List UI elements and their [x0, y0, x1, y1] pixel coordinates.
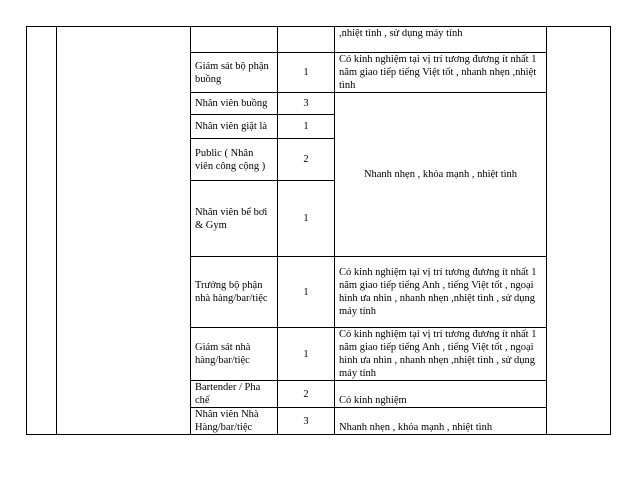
quantity-cell: 3 — [278, 408, 335, 435]
department-column — [57, 27, 191, 435]
position-cell: Nhân viên bể bơi & Gym — [191, 181, 278, 257]
quantity-cell: 1 — [278, 257, 335, 328]
requirement-cell: Có kinh nghiệm tại vị trí tương đương ít nhất 1 năm giao tiếp tiếng Anh , tiếng Việt tốt , ngoại hình ưa nhìn , nhanh nhẹn ,nhiệt tình , sử dụng máy tính — [335, 328, 547, 381]
requirement-cell: ,nhiệt tình , sử dụng máy tính — [335, 27, 547, 53]
position-cell: Trưởng bộ phận nhà hàng/bar/tiệc — [191, 257, 278, 328]
quantity-cell: 1 — [278, 181, 335, 257]
table-row — [27, 27, 611, 53]
quantity-cell: 1 — [278, 115, 335, 139]
merged-requirement-cell: Nhanh nhẹn , khỏa mạnh , nhiệt tình — [335, 93, 547, 257]
quantity-cell: 2 — [278, 381, 335, 408]
requirement-cell: Có kinh nghiệm tại vị trí tương đương ít nhất 1 năm giao tiếp tiếng Anh , tiếng Việt tốt , ngoại hình ưa nhìn , nhanh nhẹn ,nhiệt tình , sử dụng máy tính — [335, 257, 547, 328]
position-cell — [191, 27, 278, 53]
quantity-cell: 3 — [278, 93, 335, 115]
position-cell: Nhân viên Nhà Hàng/bar/tiệc — [191, 408, 278, 435]
quantity-cell: 1 — [278, 328, 335, 381]
position-cell: Nhân viên buồng — [191, 93, 278, 115]
requirement-cell: Nhanh nhẹn , khỏa mạnh , nhiệt tình — [335, 408, 547, 435]
stt-column — [27, 27, 57, 435]
position-cell: Bartender / Pha chế — [191, 381, 278, 408]
position-cell: Giám sát nhà hàng/bar/tiệc — [191, 328, 278, 381]
quantity-cell: 1 — [278, 53, 335, 93]
note-column — [547, 27, 611, 435]
quantity-cell: 2 — [278, 139, 335, 181]
staffing-table — [26, 26, 611, 435]
quantity-cell — [278, 27, 335, 53]
position-cell: Giám sát bộ phận buồng — [191, 53, 278, 93]
position-cell: Nhân viên giặt là — [191, 115, 278, 139]
requirement-cell: Có kinh nghiệm — [335, 381, 547, 408]
position-cell: Public ( Nhân viên công cộng ) — [191, 139, 278, 181]
requirement-cell: Có kinh nghiệm tại vị trí tương đương ít nhất 1 năm giao tiếp tiếng Việt tốt , nhanh nhẹn ,nhiệt tình — [335, 53, 547, 93]
